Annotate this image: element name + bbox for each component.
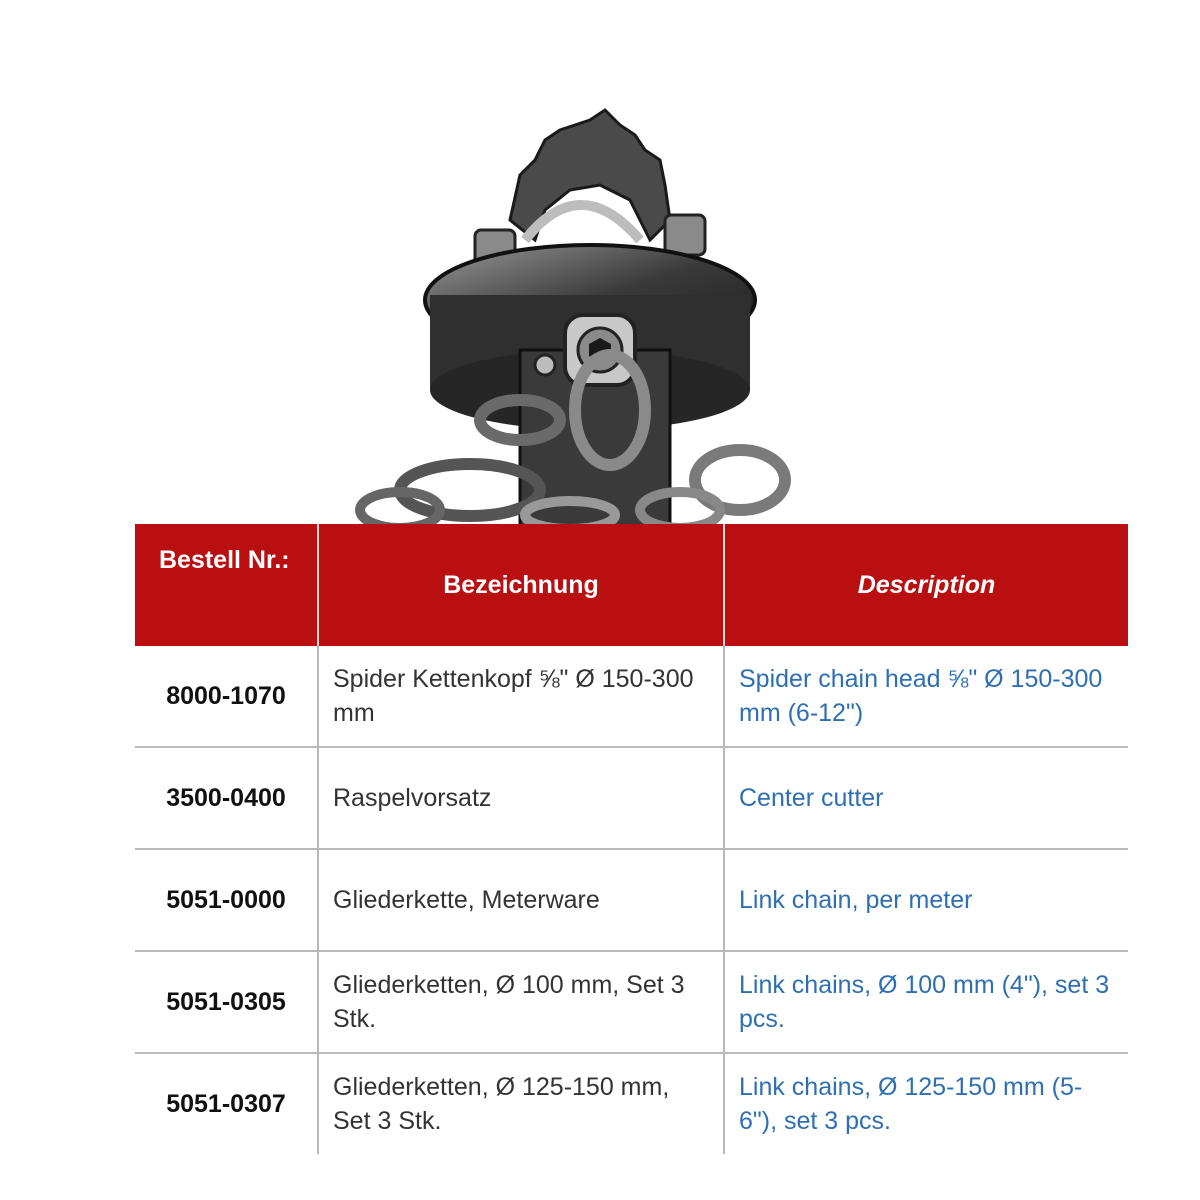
- german-description: Gliederketten, Ø 125-150 mm, Set 3 Stk.: [318, 1053, 724, 1154]
- spider-chain-head-icon: [320, 90, 800, 526]
- english-description: Link chain, per meter: [724, 849, 1128, 951]
- order-number: 5051-0000: [135, 849, 318, 951]
- order-number-header: Bestell Nr.:: [135, 524, 318, 646]
- order-number: 5051-0307: [135, 1053, 318, 1154]
- order-number: 5051-0305: [135, 951, 318, 1053]
- table-row: [135, 849, 1128, 951]
- table-row: [135, 747, 1128, 849]
- german-description-header: Bezeichnung: [318, 524, 724, 646]
- table-row: [135, 1053, 1128, 1154]
- english-description: Spider chain head ⅝" Ø 150-300 mm (6-12"): [724, 646, 1128, 747]
- table-row: [135, 951, 1128, 1053]
- german-description: Raspelvorsatz: [318, 747, 724, 849]
- english-description: Link chains, Ø 100 mm (4"), set 3 pcs.: [724, 951, 1128, 1053]
- order-number: 8000-1070: [135, 646, 318, 747]
- german-description: Gliederkette, Meterware: [318, 849, 724, 951]
- english-description-header: Description: [724, 524, 1128, 646]
- table-header-row: [135, 524, 1128, 646]
- product-table: [135, 524, 1128, 1154]
- english-description: Center cutter: [724, 747, 1128, 849]
- german-description: Spider Kettenkopf ⅝" Ø 150-300 mm: [318, 646, 724, 747]
- order-number: 3500-0400: [135, 747, 318, 849]
- german-description: Gliederketten, Ø 100 mm, Set 3 Stk.: [318, 951, 724, 1053]
- english-description: Link chains, Ø 125-150 mm (5-6"), set 3 pcs.: [739, 1073, 1083, 1135]
- table-row: [135, 646, 1128, 747]
